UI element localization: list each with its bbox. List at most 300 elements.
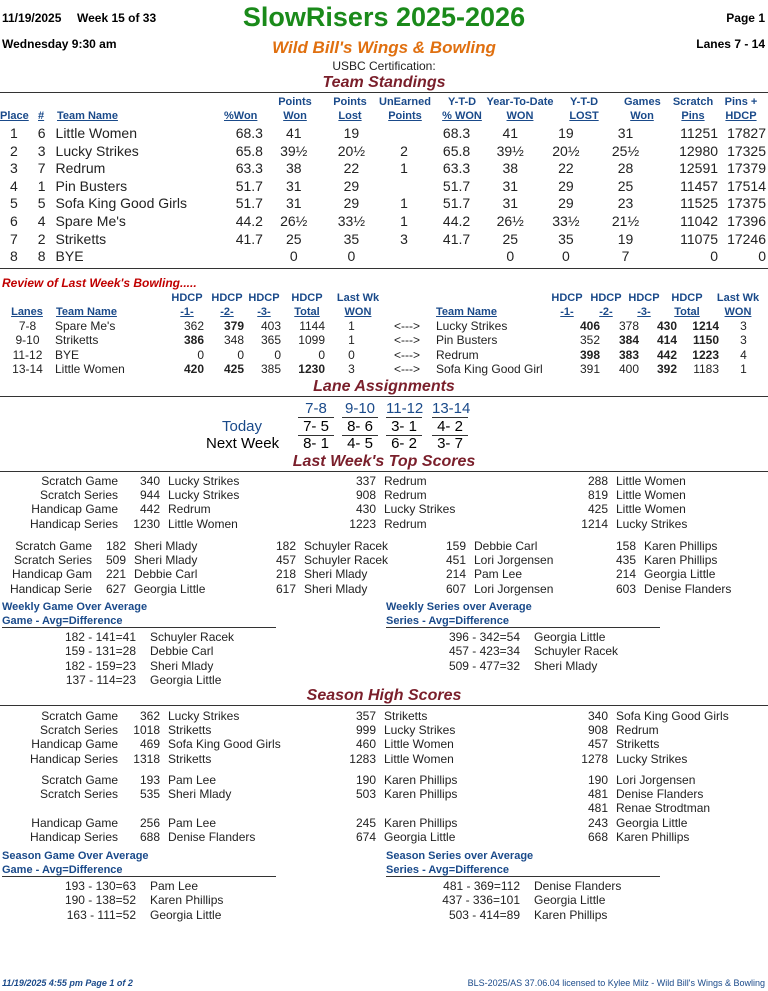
diff-value: 481 - 369=112 <box>443 879 520 893</box>
name-2: Redrum <box>384 516 427 531</box>
score-row <box>0 553 768 567</box>
lane-pair: 9-10 <box>342 400 378 418</box>
standings-table <box>0 125 766 266</box>
ytd-lost: 33½ <box>552 212 580 229</box>
today-assignment: 4- 2 <box>432 418 468 436</box>
points-won: 26½ <box>280 212 308 229</box>
season-series-over-avg-subtitle: Series - Avg=Difference <box>386 864 660 877</box>
score-1: 627 <box>105 581 126 596</box>
score-2: 460 <box>355 737 376 752</box>
score-3: 243 <box>587 815 608 830</box>
divider <box>0 268 768 269</box>
name-1: Lucky Strikes <box>168 474 240 488</box>
score-left: 1230 <box>298 361 325 376</box>
bowler-name: Denise Flanders <box>534 879 622 893</box>
score-1: 256 <box>139 815 160 830</box>
name-2: Karen Phillips <box>384 787 458 802</box>
pct-won: 68.3 <box>235 125 263 141</box>
name-2: Little Women <box>384 751 454 766</box>
place: 8 <box>9 248 18 265</box>
col-h1-left-2: -1- <box>180 306 194 318</box>
score-row <box>0 801 768 815</box>
score-4: 214 <box>615 567 636 582</box>
score-3: 668 <box>587 829 608 844</box>
col-ytdlost-1: Y-T-D <box>569 96 599 108</box>
unearned-points: 1 <box>400 212 408 229</box>
pct-won: 44.2 <box>235 212 263 229</box>
place: 3 <box>9 160 18 177</box>
diff-value: 190 - 138=52 <box>64 893 136 908</box>
score-4: 158 <box>615 539 636 553</box>
unearned-points: 1 <box>400 195 408 212</box>
team-right: Redrum <box>436 347 479 362</box>
score-2: 357 <box>355 709 376 723</box>
last-week-individual-scores <box>0 539 768 596</box>
category: Scratch Series <box>39 787 118 802</box>
points-lost: 22 <box>343 160 360 177</box>
review-table <box>0 319 768 376</box>
lanes: 13-14 <box>12 361 43 376</box>
points-won: 38 <box>285 160 302 177</box>
ytd-won: 41 <box>502 125 519 141</box>
bowler-name: Sheri Mlady <box>534 658 598 673</box>
won-right: 3 <box>740 333 747 348</box>
bowler-name: Debbie Carl <box>150 644 214 659</box>
name-2: Striketts <box>384 709 428 723</box>
col-ptswon-2: Won <box>283 110 307 122</box>
col-h3-right-1: HDCP <box>628 292 660 304</box>
today-assignment: 8- 6 <box>342 418 378 436</box>
score-1: 944 <box>139 488 160 503</box>
name-2: Sheri Mlady <box>304 567 368 582</box>
score-right: 442 <box>656 347 677 362</box>
ytd-pct-won: 68.3 <box>442 125 471 141</box>
score-row <box>0 830 768 844</box>
pct-won: 65.8 <box>235 142 263 159</box>
bowler-name: Georgia Little <box>150 907 222 922</box>
next-week-assignment: 3- 7 <box>437 435 463 452</box>
games-won: 25 <box>617 177 634 194</box>
pct-won <box>215 248 263 266</box>
won-right: 1 <box>740 361 747 376</box>
score-3: 451 <box>445 553 466 568</box>
ytd-won: 25 <box>502 230 519 247</box>
lanes: 9-10 <box>15 333 40 348</box>
diff-value: 396 - 342=54 <box>448 630 520 644</box>
bowling-center: Wild Bill's Wings & Bowling <box>272 38 496 57</box>
score-2: 245 <box>355 815 376 830</box>
score-right: 383 <box>618 347 639 362</box>
col-ptslost-2: Lost <box>338 110 362 122</box>
score-2: 617 <box>275 581 296 596</box>
pins-hdcp: 17396 <box>727 212 766 229</box>
versus-arrow: <---> <box>393 347 420 362</box>
name-2: Schuyler Racek <box>304 553 389 568</box>
bowler-name: Sheri Mlady <box>150 658 214 673</box>
col-team: Team Name <box>57 110 118 122</box>
score-left: 385 <box>260 361 281 376</box>
pct-won: 63.3 <box>235 160 263 177</box>
review-row <box>0 319 768 333</box>
team-name: Lucky Strikes <box>55 142 139 159</box>
ytd-won: 0 <box>506 248 515 265</box>
col-wk-left-1: Last Wk <box>336 292 380 304</box>
name-3: Little Women <box>616 474 686 488</box>
category: Handicap Game <box>31 737 118 752</box>
versus-arrow: <---> <box>393 361 420 376</box>
col-h2-right-1: HDCP <box>590 292 622 304</box>
score-right: 1183 <box>693 361 719 376</box>
team-number: 1 <box>37 177 46 194</box>
score-left: 1099 <box>298 333 325 348</box>
today-assignment: 7- 5 <box>298 418 334 436</box>
score-3: 340 <box>587 709 608 723</box>
pins-hdcp: 17325 <box>727 142 766 159</box>
ytd-won: 26½ <box>496 212 524 229</box>
review-row <box>0 333 768 347</box>
divider <box>0 92 768 93</box>
score-2: 218 <box>275 567 296 582</box>
name-2: Karen Phillips <box>384 773 458 787</box>
name-1: Pam Lee <box>168 815 217 830</box>
score-3: 190 <box>587 773 608 787</box>
team-name: Sofa King Good Girls <box>55 195 188 212</box>
won-right: 4 <box>740 347 747 362</box>
col-ytdwon-1: Year-To-Date <box>486 96 554 108</box>
team-left: BYE <box>55 347 80 362</box>
place: 7 <box>9 230 18 247</box>
games-won: 25½ <box>611 142 640 159</box>
name-1: Pam Lee <box>168 773 217 787</box>
score-1: 1230 <box>133 516 160 531</box>
name-1: Sheri Mlady <box>168 787 232 802</box>
category: Scratch Series <box>39 488 118 503</box>
next-week-assignment: 6- 2 <box>391 435 417 452</box>
name-1: Lucky Strikes <box>168 488 240 503</box>
ytd-pct-won: 63.3 <box>442 160 471 177</box>
name-3: Denise Flanders <box>616 787 704 802</box>
bowler-name: Karen Phillips <box>534 907 608 922</box>
col-unearned-1: UnEarned <box>379 96 431 108</box>
score-left: 425 <box>223 361 244 376</box>
pct-won: 51.7 <box>235 195 263 212</box>
score-right: 1223 <box>692 347 719 362</box>
score-4: 603 <box>615 581 636 596</box>
score-1: 362 <box>139 709 160 723</box>
score-3: 457 <box>587 737 608 752</box>
score-3: 819 <box>587 488 608 503</box>
divider <box>0 471 768 472</box>
col-team-left: Team Name <box>56 306 117 318</box>
points-won: 31 <box>285 195 302 212</box>
score-right: 398 <box>579 347 600 362</box>
score-2: 457 <box>275 553 296 568</box>
diff-value: 182 - 159=23 <box>64 658 136 673</box>
score-right: 414 <box>656 333 677 348</box>
weekly-series-over-avg-title: Weekly Series over Average <box>386 601 532 613</box>
name-3: Georgia Little <box>616 815 688 830</box>
col-team-right: Team Name <box>436 306 497 318</box>
pins-hdcp: 17827 <box>727 125 766 141</box>
col-ptslost-1: Points <box>333 96 367 108</box>
scratch-pins: 11457 <box>680 177 719 194</box>
score-right: 391 <box>579 361 600 376</box>
category: Scratch Game <box>41 709 118 723</box>
col-wk-right-2: WON <box>724 306 752 318</box>
col-h3-left-1: HDCP <box>248 292 280 304</box>
weekly-series-over-avg-subtitle: Series - Avg=Difference <box>386 615 660 628</box>
col-total-right-2: Total <box>674 306 700 318</box>
team-name: BYE <box>55 248 84 265</box>
col-scratch-1: Scratch <box>672 96 714 108</box>
name-1: Striketts <box>168 751 212 766</box>
score-3: 1278 <box>581 751 608 766</box>
name-3: Renae Strodtman <box>616 801 711 816</box>
lanes: 11-12 <box>12 347 43 362</box>
team-right: Sofa King Good Girl <box>436 361 543 376</box>
standings-row <box>0 143 766 161</box>
scratch-pins: 11525 <box>680 195 719 212</box>
name-2 <box>376 801 580 815</box>
points-lost: 20½ <box>337 142 365 159</box>
standings-row <box>0 231 766 249</box>
score-row <box>0 737 768 751</box>
points-won: 39½ <box>280 142 308 159</box>
name-2: Redrum <box>384 474 427 488</box>
score-2: 999 <box>355 723 376 738</box>
ytd-won: 31 <box>502 195 519 212</box>
ytd-won: 31 <box>502 177 519 194</box>
standings-row <box>0 195 766 213</box>
score-right: 430 <box>656 319 677 333</box>
col-unearned-2: Points <box>388 110 422 122</box>
next-week-assignment: 8- 1 <box>303 435 329 452</box>
col-pinshdcp-2: HDCP <box>725 110 757 122</box>
name-2: Karen Phillips <box>384 815 458 830</box>
score-row <box>0 502 768 516</box>
name-3: Lucky Strikes <box>616 516 688 531</box>
unearned-points <box>378 178 429 196</box>
scratch-pins: 11042 <box>680 212 719 229</box>
standings-body <box>0 125 766 266</box>
score-2: 503 <box>355 787 376 802</box>
weekly-game-over-avg-title: Weekly Game Over Average <box>2 601 148 613</box>
diff-value: 509 - 477=32 <box>448 658 520 673</box>
points-won: 0 <box>289 248 298 265</box>
category: Scratch Game <box>41 474 118 488</box>
name-1: Striketts <box>168 723 212 738</box>
page-number: Page 1 <box>726 11 765 25</box>
standings-header <box>0 96 768 126</box>
games-won: 7 <box>621 248 630 265</box>
name-1: Sheri Mlady <box>134 553 198 568</box>
diff-value: 437 - 336=101 <box>442 893 520 908</box>
season-game-over-avg-subtitle: Game - Avg=Difference <box>2 864 276 877</box>
category: Handicap Serie <box>9 581 92 596</box>
week-label: Week 15 of 33 <box>77 11 157 25</box>
category: Handicap Series <box>29 751 118 766</box>
ytd-pct-won: 51.7 <box>442 177 471 194</box>
col-games-2: Won <box>630 110 654 122</box>
standings-row <box>0 213 766 231</box>
pins-hdcp: 17514 <box>727 177 766 194</box>
name-3: Sofa King Good Girls <box>616 709 729 723</box>
games-won: 28 <box>617 160 634 177</box>
name-1: Debbie Carl <box>134 567 198 582</box>
diff-value: 503 - 414=89 <box>448 907 520 922</box>
report-date: 11/19/2025 <box>2 11 62 25</box>
footer-timestamp: 11/19/2025 4:55 pm Page 1 of 2 <box>2 978 133 988</box>
category: Scratch Game <box>41 773 118 787</box>
season-team-body <box>0 709 768 766</box>
bowler-name: Georgia Little <box>534 893 606 908</box>
score-3: 159 <box>445 539 466 553</box>
name-3: Pam Lee <box>474 567 523 582</box>
name-3: Little Women <box>616 488 686 503</box>
lanes-range: Lanes 7 - 14 <box>696 37 765 51</box>
category: Scratch Series <box>13 553 92 568</box>
score-row <box>0 723 768 737</box>
unearned-points: 2 <box>400 142 408 159</box>
name-3: Lucky Strikes <box>616 751 688 766</box>
col-scratch-2: Pins <box>681 110 705 122</box>
won-left: 1 <box>348 319 355 333</box>
ytd-pct-won: 41.7 <box>442 230 471 247</box>
ytd-pct-won: 51.7 <box>442 195 471 212</box>
place: 2 <box>9 142 18 159</box>
score-right: 406 <box>579 319 600 333</box>
score-1: 535 <box>139 787 160 802</box>
review-row <box>0 362 768 376</box>
score-left: 0 <box>197 347 204 362</box>
name-1: Sheri Mlady <box>134 539 198 553</box>
season-team-scores <box>0 709 768 766</box>
score-right: 378 <box>618 319 639 333</box>
bowler-name: Pam Lee <box>150 879 199 893</box>
score-1: 193 <box>139 773 160 787</box>
score-left: 420 <box>183 361 204 376</box>
standings-row <box>0 125 766 143</box>
won-right: 3 <box>740 319 747 333</box>
category: Scratch Series <box>39 723 118 738</box>
score-left: 0 <box>237 347 244 362</box>
score-left: 348 <box>223 333 244 348</box>
diff-value: 137 - 114=23 <box>65 672 136 687</box>
name-1 <box>160 801 348 815</box>
score-2: 1223 <box>349 516 376 531</box>
pins-hdcp: 0 <box>758 248 766 265</box>
name-3: Little Women <box>616 502 686 517</box>
divider <box>0 396 768 397</box>
pct-won: 41.7 <box>235 230 263 247</box>
ytd-won: 39½ <box>496 142 524 159</box>
score-left: 0 <box>318 347 325 362</box>
score-3: 1214 <box>581 516 608 531</box>
day-time: Wednesday 9:30 am <box>2 37 117 51</box>
team-number: 3 <box>37 142 46 159</box>
score-left: 379 <box>223 319 244 333</box>
score-2: 1283 <box>349 751 376 766</box>
place: 4 <box>9 177 18 194</box>
ytd-lost: 0 <box>562 248 570 265</box>
ytd-pct-won: 44.2 <box>442 212 471 229</box>
next-week-assignment: 4- 5 <box>347 435 373 452</box>
score-left: 0 <box>274 347 281 362</box>
scratch-pins: 12591 <box>679 160 719 177</box>
points-lost: 33½ <box>337 212 365 229</box>
name-1: Denise Flanders <box>168 829 256 844</box>
score-1: 340 <box>139 474 160 488</box>
name-3: Karen Phillips <box>616 829 690 844</box>
name-3: Lori Jorgensen <box>616 773 696 787</box>
ytd-lost: 35 <box>558 230 574 247</box>
name-2: Sheri Mlady <box>304 581 368 596</box>
score-2: 337 <box>355 474 376 488</box>
scratch-pins: 12980 <box>679 142 719 159</box>
name-4: Karen Phillips <box>644 539 718 553</box>
score-2: 430 <box>355 502 376 517</box>
score-left: 362 <box>183 319 204 333</box>
place: 5 <box>9 195 18 212</box>
pins-hdcp: 17375 <box>727 195 766 212</box>
score-1: 1018 <box>133 723 160 738</box>
col-h1-left-1: HDCP <box>171 292 203 304</box>
team-name: Pin Busters <box>55 177 128 194</box>
points-won: 31 <box>285 177 302 194</box>
col-h1-right-2: -1- <box>560 306 574 318</box>
review-header <box>0 291 768 319</box>
points-won: 25 <box>285 230 302 247</box>
score-right: 400 <box>618 361 639 376</box>
name-4: Karen Phillips <box>644 553 718 568</box>
category: Handicap Series <box>29 829 118 844</box>
score-left: 1144 <box>299 319 325 333</box>
bowler-name: Schuyler Racek <box>150 630 235 644</box>
scratch-pins: 11251 <box>680 125 719 141</box>
divider <box>0 705 768 706</box>
score-row <box>0 709 768 723</box>
score-4: 435 <box>615 553 636 568</box>
team-number: 4 <box>37 212 46 229</box>
diff-value: 457 - 423=34 <box>448 644 520 659</box>
won-left: 3 <box>348 361 355 376</box>
points-lost: 29 <box>343 195 360 212</box>
col-ytdlost-2: LOST <box>569 110 599 122</box>
versus-arrow: <---> <box>393 319 420 333</box>
won-left: 1 <box>348 333 355 348</box>
score-row <box>0 567 768 581</box>
score-3: 908 <box>587 723 608 738</box>
score-1: 509 <box>105 553 126 568</box>
standings-title: Team Standings <box>322 74 446 91</box>
col-total-left-2: Total <box>294 306 320 318</box>
next-week-label: Next Week <box>206 435 280 452</box>
points-lost: 29 <box>343 177 360 194</box>
col-wk-right-1: Last Wk <box>716 292 760 304</box>
bowler-name: Karen Phillips <box>150 893 224 908</box>
scratch-pins: 11075 <box>680 230 719 247</box>
ytd-lost: 29 <box>558 195 574 212</box>
games-won: 23 <box>617 195 634 212</box>
name-1: Lucky Strikes <box>168 709 240 723</box>
name-3: Striketts <box>616 737 660 752</box>
lane-pair: 7-8 <box>298 400 334 418</box>
col-h3-left-2: -3- <box>257 306 271 318</box>
points-lost: 19 <box>343 125 360 141</box>
scratch-pins: 0 <box>710 248 719 265</box>
weekly-game-over-avg-subtitle: Game - Avg=Difference <box>2 615 276 628</box>
diff-value: 182 - 141=41 <box>64 630 136 644</box>
